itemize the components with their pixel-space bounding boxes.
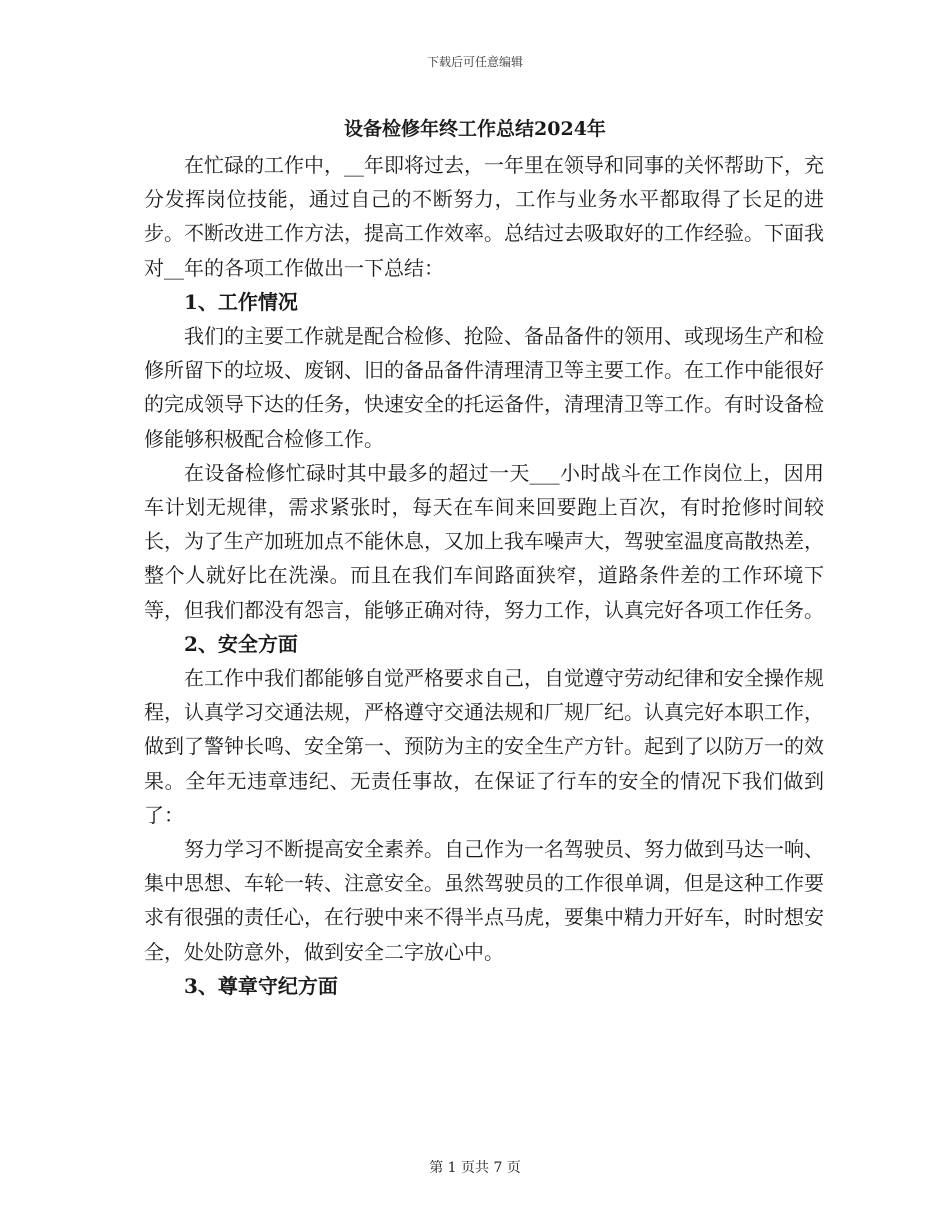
page-number: 第 1 页共 7 页 [429,1160,521,1176]
paragraph: 努力学习不断提高安全素养。自己作为一名驾驶员、努力做到马达一响、集中思想、车轮一转、注意安全。虽然驾驶员的工作很单调，但是这种工作要求有很强的责任心，在行驶中来不得半点马虎，要集中精力开好车，时时想安全，处处防意外，做到安全二字放心中。 [144,837,824,964]
section-heading-discipline: 3、尊章守纪方面 [184,973,338,998]
paragraph: 在工作中我们都能够自觉严格要求自己，自觉遵守劳动纪律和安全操作规程，认真学习交通法规，严格遵守交通法规和厂规厂纪。认真完好本职工作，做到了警钟长鸣、安全第一、预防为主的安全生产方针。起到了以防万一的效果。全年无违章违纪、无责任事故，在保证了行车的安全的情况下我们做到了： [144,666,824,827]
section-heading-work: 1、工作情况 [184,289,298,314]
intro-paragraph: 在忙碌的工作中，__年即将过去，一年里在领导和同事的关怀帮助下，充分发挥岗位技能，通过自己的不断努力，工作与业务水平都取得了长足的进步。不断改进工作方法，提高工作效率。总结过去吸取好的工作经验。下面我对__年的各项工作做出一下总结： [144,153,824,280]
paragraph: 在设备检修忙碌时其中最多的超过一天___小时战斗在工作岗位上，因用车计划无规律，需求紧张时，每天在车间来回要跑上百次，有时抢修时间较长，为了生产加班加点不能休息，又加上我车噪声大，驾驶室温度高散热差，整个人就好比在洗澡。而且在我们车间路面狭窄，道路条件差的工作环境下等，但我们都没有怨言，能够正确对待，努力工作，认真完好各项工作任务。 [144,460,824,622]
document-body [144,148,824,1003]
section-heading-safety: 2、安全方面 [184,631,298,656]
paragraph: 我们的主要工作就是配合检修、抢险、备品备件的领用、或现场生产和检修所留下的垃圾、废钢、旧的备品备件清理清卫等主要工作。在工作中能很好的完成领导下达的任务，快速安全的托运备件，清理清卫等工作。有时设备检修能够积极配合检修工作。 [144,324,824,451]
document-title: 设备检修年终工作总结2024年 [344,118,606,140]
page-header: 下载后可任意编辑 [426,55,523,69]
